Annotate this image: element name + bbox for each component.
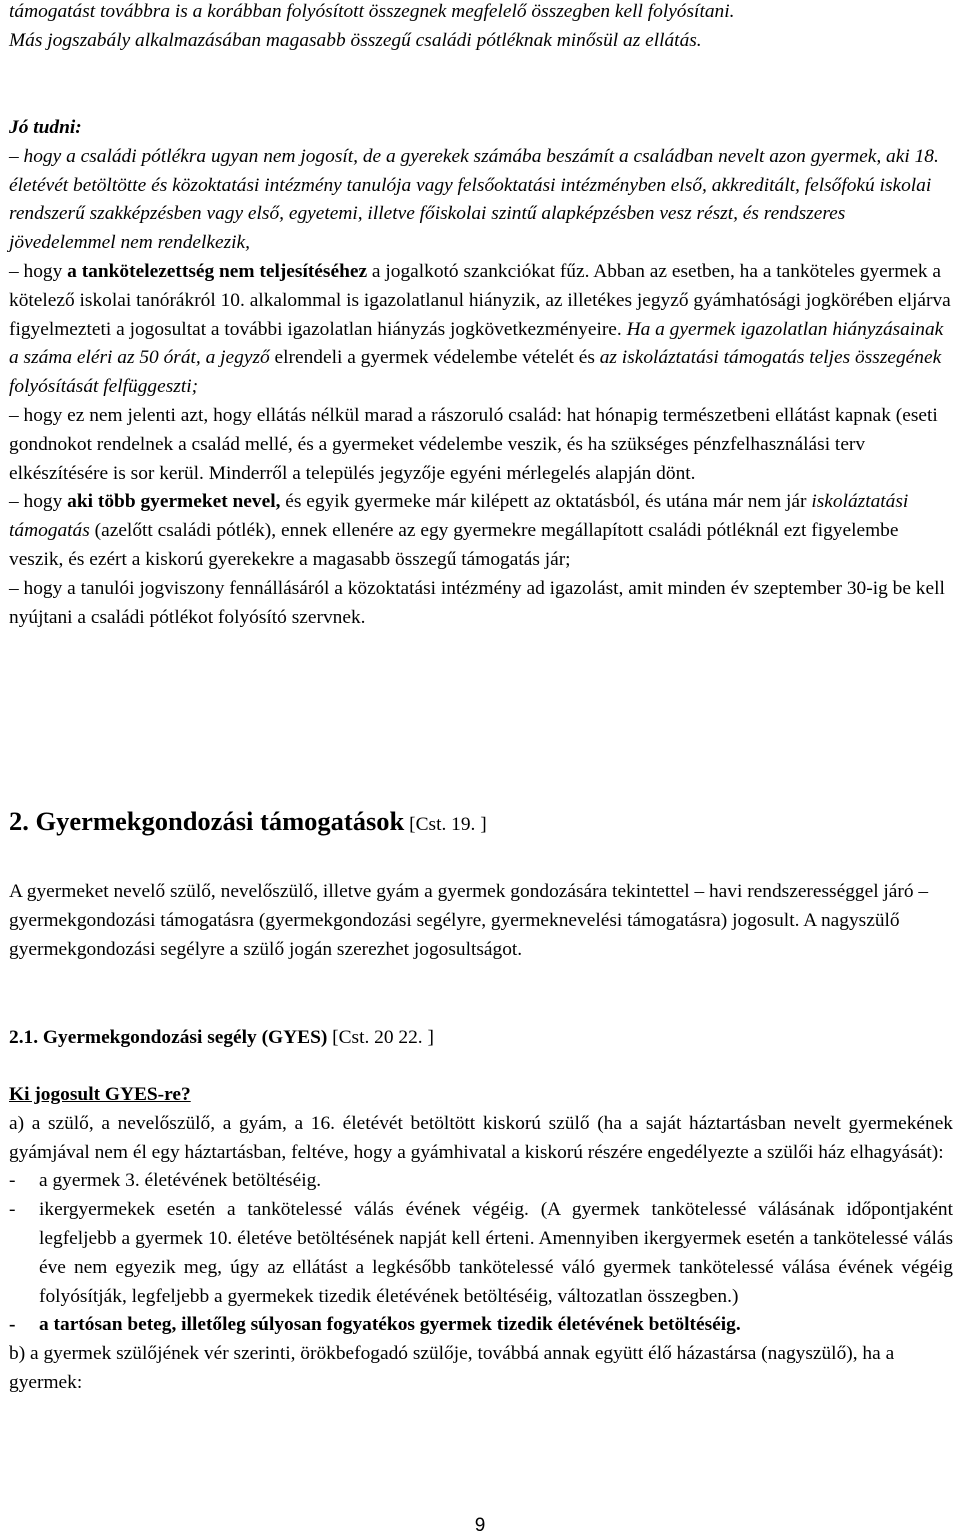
gyes-question: Ki jogosult GYES-re? — [9, 1084, 191, 1105]
section-2-title-text: 2. Gyermekgondozási támogatások — [9, 806, 405, 836]
bullet-4-part-c: és egyik gyermeke már kilépett az oktatásból, és utána már nem jár — [280, 491, 812, 513]
list-item — [9, 1311, 953, 1340]
bullet-2-italic-2: az iskoláztatási támogatás teljes összegének folyósítását felfüggeszti; — [9, 347, 942, 398]
list-item — [9, 1196, 953, 1311]
intro-line-2: Más jogszabály alkalmazásában magasabb összegű családi pótléknak minősül az ellátás. — [9, 29, 702, 51]
bullet-4-part-a: – hogy — [9, 491, 68, 513]
bullet-4-italic: iskoláztatási támogatás — [9, 491, 909, 542]
intro-paragraph — [9, 0, 953, 56]
list-dash: - — [9, 1199, 16, 1221]
jo-tudni-bullet-2 — [9, 258, 953, 402]
section-2-paragraph: A gyermeket nevelő szülő, nevelőszülő, illetve gyám a gyermek gondozására tekintettel – havi rendszerességgel járó – gyermekgondozási támogatásra (gyermekgondozási segélyre, gyermeknevelési támogatásra) jogosult. A nagyszülő gyermekgondozási segélyre a szülő jogán szerezhet jogosultságot. — [9, 881, 929, 960]
list-item — [9, 1167, 953, 1196]
section-2-title — [9, 805, 953, 841]
eligibility-b: b) a gyermek szülőjének vér szerinti, örökbefogadó szülője, továbbá annak együtt élő házastársa (nagyszülő), ha a gyermek: — [9, 1343, 895, 1393]
list-dash: - — [9, 1170, 16, 1192]
bullet-2-italic-1: Ha a gyermek igazolatlan hiányzásainak a száma eléri az 50 órát, a jegyző — [9, 318, 944, 369]
jo-tudni-block — [9, 114, 953, 632]
list-item-text: ikergyermekek esetén a tankötelessé válás évének végéig. (A gyermek tankötelessé válásának időpontjaként legfeljebb a gyermek 10. életéve betöltésének napját kell érteni. Amennyiben ikergyermek esetén a tankötelessé válás éve nem egyezik meg, úgy az ellátást a legkésőbb tankötelessé váló gyermek tankötelessé válása évének végéig folyósítják, legfeljebb a gyermekek tizedik életévének betöltéséig, változatlan összegben.) — [39, 1199, 953, 1307]
jo-tudni-bullet-5: – hogy a tanulói jogviszony fennállásáról a közoktatási intézmény ad igazolást, amit minden év szeptember 30-ig be kell nyújtani a családi pótlékot folyósító szervnek. — [9, 577, 945, 628]
section-2-1-ref: [Cst. 20 22. ] — [327, 1027, 434, 1048]
list-item-text: a gyermek 3. életévének betöltéséig. — [39, 1170, 322, 1192]
jo-tudni-bullet-4 — [9, 488, 937, 574]
bullet-2-part-a: – hogy — [9, 260, 68, 282]
jo-tudni-bullet-1: – hogy a családi pótlékra ugyan nem jogosít, de a gyerekek számába beszámít a családban nevelt azon gyermek, aki 18. életévét betöltötte és közoktatási intézmény tanulója vagy felsőoktatási intézményben első, akkreditált, felsőfokú iskolai rendszerű szakképzésben vagy első, egyetemi, illetve főiskolai szintű alapképzésben vesz részt, és rendszeres jövedelemmel nem rendelkezik, — [9, 145, 939, 254]
page-number: 9 — [474, 1515, 486, 1536]
list-item-text: a tartósan beteg, illetőleg súlyosan fogyatékos gyermek tizedik életévének betöltéséig. — [39, 1314, 741, 1336]
bullet-4-part-e: (azelőtt családi pótlék), ennek ellenére az egy gyermekre megállapított családi pótléknál ezt figyelembe veszik, és ezért a kiskorú gyerekekre a magasabb összegű támogatás jár; — [9, 520, 899, 570]
jo-tudni-heading: Jó tudni: — [9, 117, 82, 138]
section-2 — [9, 805, 953, 841]
section-2-1-title-text: 2.1. Gyermekgondozási segély (GYES) — [9, 1027, 328, 1048]
jo-tudni-bullet-3: – hogy ez nem jelenti azt, hogy ellátás nélkül marad a rászoruló család: hat hónapig természetbeni ellátást kapnak (eseti gondnokot rendelnek a család mellé, és a gyermeket védelembe veszik, és ha szükséges pénzfelhasználási terv elkészítésére is sor kerül. Minderről a település jegyzője egyéni mérlegelés alapján dönt. — [9, 404, 938, 484]
bullet-2-part-c: a jogalkotó szankciókat fűz. Abban az esetben, ha a tanköteles gyermek a kötelező iskolai tanórákról 10. alkalommal is igazolatlanul hiányzik, az illetékes jegyző gyámhatósági jogkörében eljárva figyelmezteti a jogosultat a további igazolatlan hiányzás jogkövetkezményeire. — [9, 260, 951, 340]
bullet-2-part-e: elrendeli a gyermek védelembe vételét és — [269, 347, 600, 369]
section-2-1-title — [9, 1024, 953, 1053]
bullet-4-bold: aki több gyermeket nevel, — [67, 491, 281, 513]
section-2-1-body — [9, 1081, 953, 1398]
list-dash: - — [9, 1314, 16, 1336]
section-2-ref: [Cst. 19. ] — [404, 814, 487, 835]
bullet-2-bold: a tankötelezettség nem teljesítéséhez — [67, 260, 368, 282]
eligibility-a: a) a szülő, a nevelőszülő, a gyám, a 16. életévét betöltött kiskorú szülő (ha a saját háztartásban nevelt gyermekének gyámjával nem él egy háztartásban, feltéve, hogy a gyámhivatal a kiskorú részére engedélyezte a szülői ház elhagyását): — [9, 1112, 953, 1163]
intro-line-1: támogatást továbbra is a korábban folyósított összegnek megfelelő összegben kell folyósítani. — [9, 1, 735, 22]
